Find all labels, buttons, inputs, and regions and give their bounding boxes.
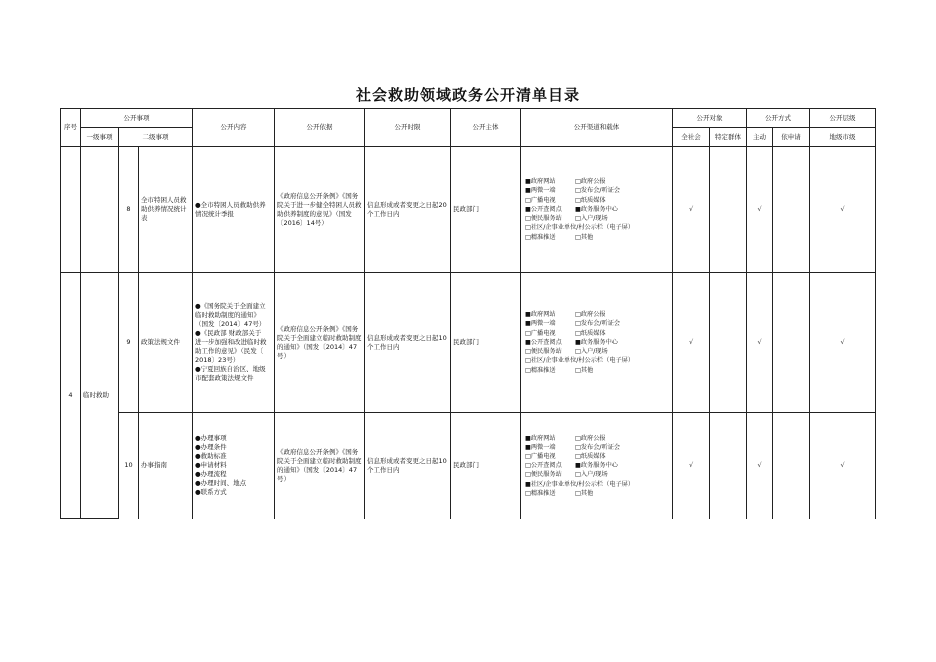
- row-no: 9: [119, 273, 139, 413]
- check-mode-active: √: [747, 413, 773, 519]
- row-level2: 办事指南: [139, 413, 193, 519]
- channel-item: □纸质媒体: [575, 329, 606, 337]
- row-basis: 《政府信息公开条例》《国务院关于全面建立临时救助制度的通知》（国发〔2014〕47号）: [275, 273, 365, 413]
- row-time: 信息形成或者变更之日起20个工作日内: [365, 147, 451, 273]
- channel-item: □纸质媒体: [575, 196, 606, 204]
- content-line: ●办理事项: [195, 434, 227, 443]
- channel-item: □入户/现场: [575, 348, 608, 356]
- channel-item: ■两微一端: [525, 320, 556, 328]
- header-target-all: 全社会: [673, 128, 710, 147]
- channel-item: □发布会/听证会: [575, 320, 621, 328]
- header-seq: 序号: [61, 109, 81, 147]
- content-line: 助工作的意见》（民发〔: [195, 347, 264, 355]
- table-row: [61, 147, 876, 273]
- channel-item: ■公开查阅点: [525, 205, 562, 213]
- row-no: 10: [119, 413, 139, 519]
- row-content: [193, 413, 275, 519]
- row-channels: [521, 413, 673, 519]
- check-target-all: √: [673, 273, 710, 413]
- channel-item: □其他: [575, 366, 594, 374]
- channel-item: □政府公报: [575, 178, 606, 186]
- check-target-all: √: [673, 413, 710, 519]
- channel-item: □政府公报: [575, 311, 606, 319]
- row-content: [193, 273, 275, 413]
- row-basis: 《政府信息公开条例》《国务院关于进一步健全特困人员救助供养制度的意见》（国发〔2016〕14号）: [275, 147, 365, 273]
- channel-item: ■两微一端: [525, 187, 556, 195]
- content-line: （国发〔2014〕47号）: [195, 320, 266, 328]
- channel-item: ■政府网站: [525, 178, 556, 186]
- row-level2: 全市特困人员救助供养情况统计表: [139, 147, 193, 273]
- content-line: ●办理条件: [195, 443, 227, 452]
- channel-item: ■政务服务中心: [575, 462, 618, 470]
- check-tier-city: √: [810, 147, 876, 273]
- channel-item: □广播电视: [525, 452, 556, 460]
- check-mode-active: √: [747, 273, 773, 413]
- channel-item: □其他: [575, 489, 594, 497]
- check-target-all: √: [673, 147, 710, 273]
- check-target-specific: [710, 273, 747, 413]
- check-mode-request: [773, 273, 810, 413]
- row-level2: 政策法规文件: [139, 273, 193, 413]
- content-line: ●宁夏回族自治区、地级: [195, 365, 266, 373]
- content-line: 临时救助制度的通知》: [195, 311, 261, 319]
- header-mode: 公开方式: [747, 109, 810, 128]
- row-subject: 民政部门: [451, 273, 521, 413]
- channel-item: □社区/企事业单位/村公示栏（电子屏）: [525, 357, 635, 365]
- channel-item: □其他: [575, 233, 594, 241]
- channel-item: □发布会/听证会: [575, 443, 621, 451]
- channel-item: □便民服务站: [525, 348, 562, 356]
- channel-item: □发布会/听证会: [575, 187, 621, 195]
- header-level2: 二级事项: [119, 128, 193, 147]
- check-mode-request: [773, 147, 810, 273]
- channel-item: □公开查阅点: [525, 462, 562, 470]
- channel-item: □广播电视: [525, 329, 556, 337]
- row-subject: 民政部门: [451, 413, 521, 519]
- row-subject: 民政部门: [451, 147, 521, 273]
- header-matter: 公开事项: [81, 109, 193, 128]
- check-mode-active: √: [747, 147, 773, 273]
- group-seq-empty: [61, 147, 81, 273]
- content-line: ●申请材料: [195, 461, 227, 470]
- header-basis: 公开依据: [275, 109, 365, 147]
- header-mode-active: 主动: [747, 128, 773, 147]
- content-line: ●办理流程: [195, 470, 227, 479]
- row-time: 信息形成或者变更之日起10个工作日内: [365, 413, 451, 519]
- group-level1: 临时救助: [81, 273, 119, 519]
- channel-item: □政府公报: [575, 434, 606, 442]
- check-mode-request: [773, 413, 810, 519]
- content-line: ●全市特困人员救助供养情况统计季报: [195, 200, 266, 218]
- row-basis: 《政府信息公开条例》《国务院关于全面建立临时救助制度的通知》（国发〔2014〕47号）: [275, 413, 365, 519]
- header-content: 公开内容: [193, 109, 275, 147]
- page-title: 社会救助领域政务公开清单目录: [355, 86, 580, 104]
- row-content: [193, 147, 275, 273]
- channel-item: ■政府网站: [525, 311, 556, 319]
- group-seq: 4: [61, 273, 81, 519]
- header-tier-city: 地级市级: [810, 128, 876, 147]
- header-subject: 公开主体: [451, 109, 521, 147]
- channel-item: ■两微一端: [525, 443, 556, 451]
- table-row: [61, 413, 876, 519]
- channel-item: ■社区/企事业单位/村公示栏（电子屏）: [525, 480, 635, 488]
- channel-item: ■政务服务中心: [575, 338, 618, 346]
- header-target: 公开对象: [673, 109, 747, 128]
- channel-item: □便民服务站: [525, 471, 562, 479]
- channel-item: □纸质媒体: [575, 452, 606, 460]
- channel-item: □入户/现场: [575, 471, 608, 479]
- row-channels: [521, 273, 673, 413]
- channel-item: □精准推送: [525, 233, 556, 241]
- header-tier: 公开层级: [810, 109, 876, 128]
- header-time: 公开时限: [365, 109, 451, 147]
- header-level1: 一级事项: [81, 128, 119, 147]
- check-target-specific: [710, 413, 747, 519]
- content-line: ●办理时间、地点: [195, 479, 247, 488]
- check-target-specific: [710, 147, 747, 273]
- check-tier-city: √: [810, 413, 876, 519]
- content-line: ●《国务院关于全面建立: [195, 302, 266, 310]
- channel-item: ■政务服务中心: [575, 205, 618, 213]
- channel-item: □精准推送: [525, 489, 556, 497]
- table-row: [61, 273, 876, 413]
- header-target-specific: 特定群体: [710, 128, 747, 147]
- content-line: 2018〕23号）: [195, 356, 240, 364]
- disclosure-table: [60, 108, 876, 519]
- channel-item: □广播电视: [525, 196, 556, 204]
- channel-item: ■公开查阅点: [525, 338, 562, 346]
- channel-item: □社区/企事业单位/村公示栏（电子屏）: [525, 224, 635, 232]
- content-line: 进一步加强和改进临时救: [195, 338, 267, 346]
- content-line: ●救助标准: [195, 452, 227, 461]
- header-channel: 公开渠道和载体: [521, 109, 673, 147]
- content-line: ●《民政部 财政部关于: [195, 329, 262, 337]
- group-level1-empty: [81, 147, 119, 273]
- row-time: 信息形成或者变更之日起10个工作日内: [365, 273, 451, 413]
- channel-item: ■政府网站: [525, 434, 556, 442]
- content-line: ●联系方式: [195, 488, 227, 497]
- content-line: 市配套政策法规文件: [195, 374, 254, 382]
- check-tier-city: √: [810, 273, 876, 413]
- channel-item: □精准推送: [525, 366, 556, 374]
- header-mode-request: 依申请: [773, 128, 810, 147]
- row-no: 8: [119, 147, 139, 273]
- row-channels: [521, 147, 673, 273]
- channel-item: □入户/现场: [575, 215, 608, 223]
- channel-item: □便民服务站: [525, 215, 562, 223]
